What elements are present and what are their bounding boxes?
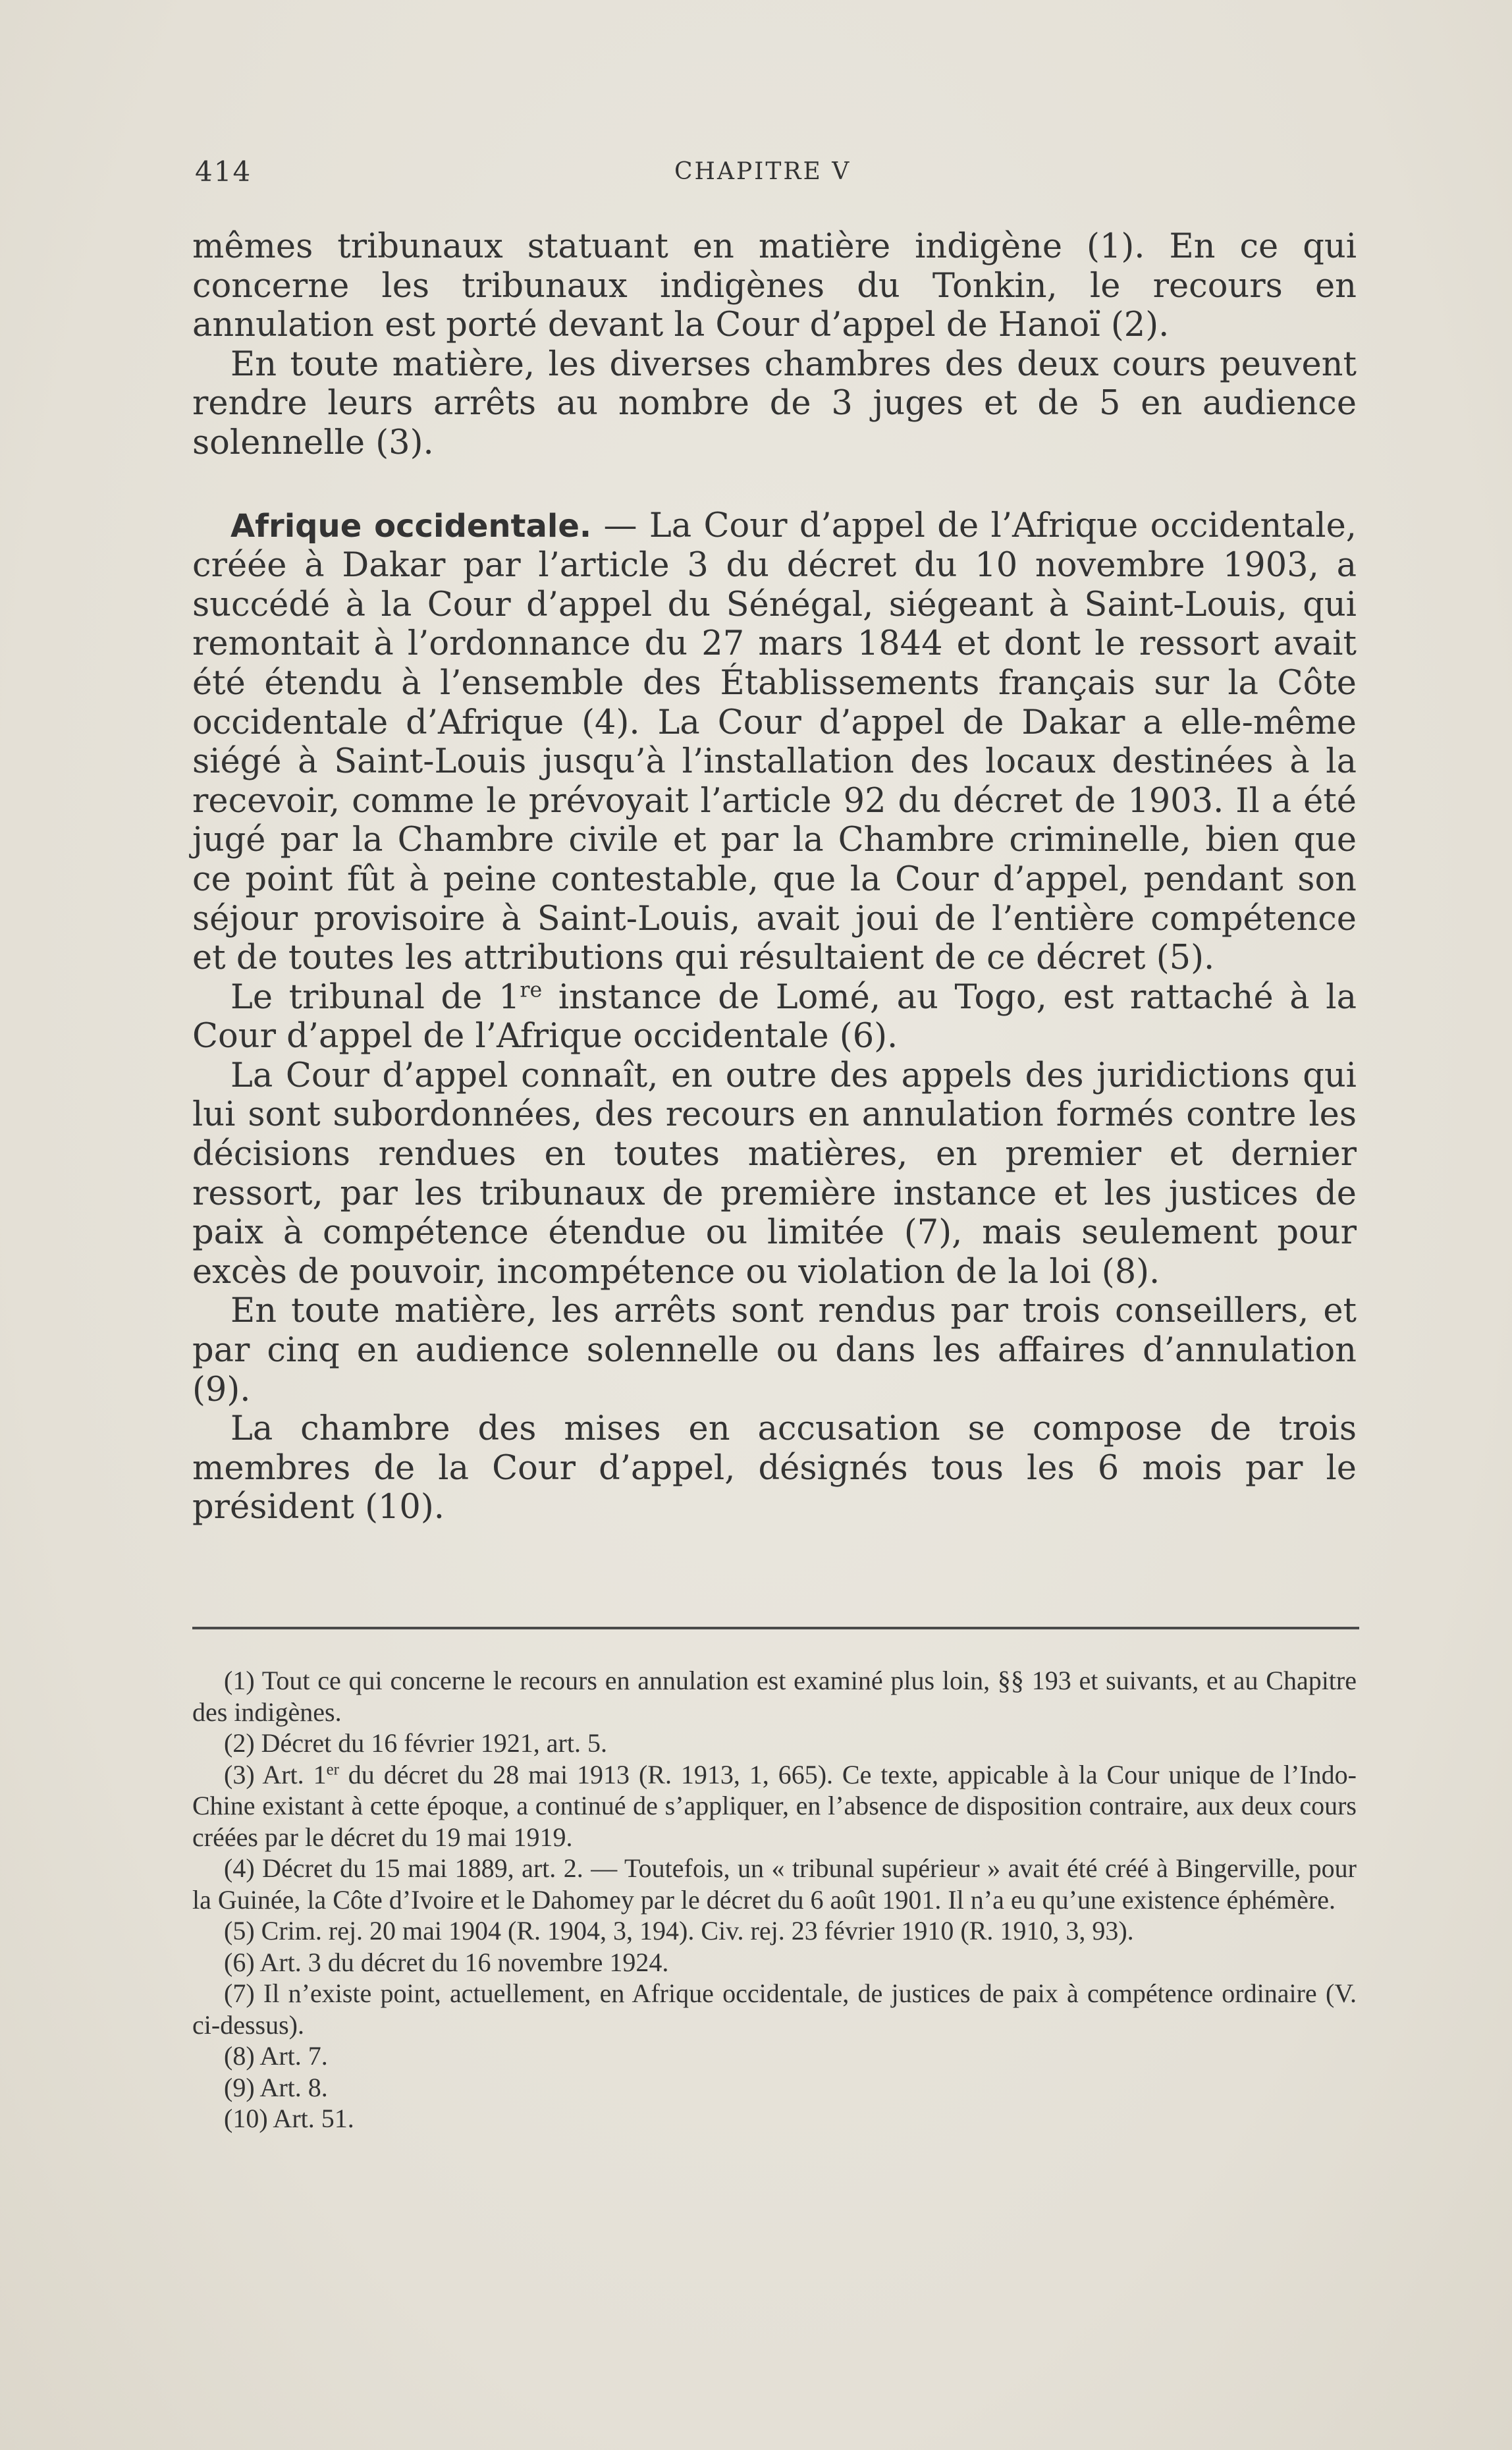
main-text <box>192 227 1357 1527</box>
text-run: Le tribunal de 1 <box>230 977 520 1017</box>
footnote: (9) Art. 8. <box>224 2072 328 2102</box>
section-title: Afrique occidentale. <box>230 507 592 545</box>
paragraph-continued: mêmes tribunaux statuant en matière indigène (1). En ce qui concerne les tribunaux indigènes du Tonkin, le recours en annulation est porté devant la Cour d’appel de Hanoï (2). <box>192 227 1357 345</box>
section-paragraph-afrique <box>192 506 1357 978</box>
page-number: 414 <box>195 155 252 188</box>
text-run: du décret du 28 mai 1913 (R. 1913, 1, 665). Ce texte, appicable à la Cour unique de l’Indo-Chine existant à cette époque, a continué de s’appliquer, en l’absence de disposition contraire, aux deux cours créées par le décret du 19 mai 1919. <box>192 1759 1357 1852</box>
footnote: (5) Crim. rej. 20 mai 1904 (R. 1904, 3, 194). Civ. rej. 23 février 1910 (R. 1910, 3, 93). <box>224 1916 1134 1946</box>
footnote <box>192 1759 1357 1853</box>
footnote: (4) Décret du 15 mai 1889, art. 2. — Toutefois, un « tribunal supérieur » avait été créé à Bingerville, pour la Guinée, la Côte d’Ivoire et le Dahomey par le décret du 6 août 1901. Il n’a eu qu’une existence éphémère. <box>192 1853 1357 1915</box>
paragraph: La chambre des mises en accusation se compose de trois membres de la Cour d’appel, désignés tous les 6 mois par le président (10). <box>192 1409 1357 1527</box>
running-title: CHAPITRE V <box>674 158 851 185</box>
footnote: (2) Décret du 16 février 1921, art. 5. <box>224 1728 607 1758</box>
text-run: instance de Lomé, au Togo, est rattaché à la Cour d’appel de l’Afrique occidentale (6). <box>192 977 1357 1056</box>
footnote: (1) Tout ce qui concerne le recours en annulation est examiné plus loin, §§ 193 et suivants, et au Chapitre des indigènes. <box>192 1666 1357 1727</box>
paragraph: En toute matière, les arrêts sont rendus par trois conseillers, et par cinq en audience solennelle ou dans les affaires d’annulation (9). <box>192 1292 1357 1409</box>
superscript: er <box>326 1760 339 1778</box>
footnote-divider <box>192 1627 1359 1629</box>
footnote: (7) Il n’existe point, actuellement, en Afrique occidentale, de justices de paix à compétence ordinaire (V. ci-dessus). <box>192 1978 1357 2040</box>
paragraph: En toute matière, les diverses chambres des deux cours peuvent rendre leurs arrêts au nombre de 3 juges et de 5 en audience solennelle (3). <box>192 344 1357 462</box>
page-header <box>195 155 1354 202</box>
superscript: re <box>520 978 543 1002</box>
footnote: (10) Art. 51. <box>224 2104 354 2133</box>
text-run: (3) Art. 1 <box>224 1759 327 1789</box>
footnote: (6) Art. 3 du décret du 16 novembre 1924. <box>224 1947 669 1977</box>
footnotes <box>192 1665 1357 2135</box>
paragraph <box>192 978 1357 1056</box>
footnote: (8) Art. 7. <box>224 2041 328 2071</box>
section-text: — La Cour d’appel de l’Afrique occidentale, créée à Dakar par l’article 3 du décret du 10 novembre 1903, a succédé à la Cour d’appel du Sénégal, siégeant à Saint-Louis, qui remontait à l’ordonnance du 27 mars 1844 et dont le ressort avait été étendu à l’ensemble des Établissements français sur la Côte occidentale d’Afrique (4). La Cour d’appel de Dakar a elle-même siégé à Saint-Louis jusqu’à l’installation des locaux destinées à la recevoir, comme le prévoyait l’article 92 du décret de 1903. Il a été jugé par la Chambre civile et par la Chambre criminelle, bien que ce point fût à peine contestable, que la Cour d’appel, pendant son séjour provisoire à Saint-Louis, avait joui de l’entière compétence et de toutes les attributions qui résultaient de ce décret (5). <box>192 506 1357 978</box>
paragraph: La Cour d’appel connaît, en outre des appels des juridictions qui lui sont subordonnées, des recours en annulation formés contre les décisions rendues en toutes matières, en premier et dernier ressort, par les tribunaux de première instance et les justices de paix à compétence étendue ou limitée (7), mais seulement pour excès de pouvoir, incompétence ou violation de la loi (8). <box>192 1056 1357 1292</box>
